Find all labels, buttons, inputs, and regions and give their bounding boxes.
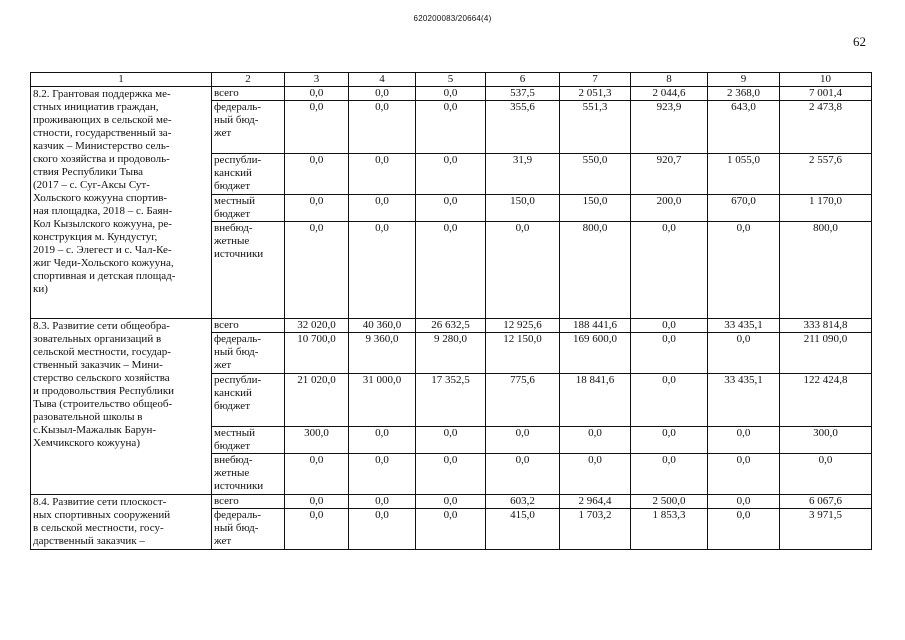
amount-cell: 2 051,3 [560,87,631,101]
amount-cell: 0,0 [780,454,872,495]
funding-source: внебюд- жетные источники [212,454,285,495]
page-number: 62 [853,34,866,49]
amount-cell: 40 360,0 [349,319,416,333]
amount-cell: 0,0 [416,454,486,495]
amount-cell: 0,0 [631,427,708,454]
amount-cell: 12 925,6 [486,319,560,333]
amount-cell: 800,0 [780,222,872,319]
amount-cell: 0,0 [285,495,349,509]
amount-cell: 0,0 [560,427,631,454]
column-header: 3 [285,73,349,87]
amount-cell: 200,0 [631,195,708,222]
funding-source: всего [212,319,285,333]
amount-cell: 31,9 [486,154,560,195]
column-header: 2 [212,73,285,87]
funding-source: всего [212,87,285,101]
amount-cell: 0,0 [560,454,631,495]
amount-cell: 21 020,0 [285,374,349,427]
column-header: 9 [708,73,780,87]
amount-cell: 537,5 [486,87,560,101]
amount-cell: 0,0 [416,195,486,222]
column-header: 1 [31,73,212,87]
amount-cell: 0,0 [349,454,416,495]
amount-cell: 0,0 [631,319,708,333]
amount-cell: 333 814,8 [780,319,872,333]
item-description: 8.4. Развитие сети плоскост- ных спортивных сооружений в сельской местности, госу- дарственный заказчик – [31,495,212,550]
table-row [31,319,872,333]
column-header: 7 [560,73,631,87]
amount-cell: 2 557,6 [780,154,872,195]
amount-cell: 920,7 [631,154,708,195]
amount-cell: 670,0 [708,195,780,222]
amount-cell: 0,0 [285,454,349,495]
amount-cell: 923,9 [631,101,708,154]
table-row [31,87,872,101]
amount-cell: 33 435,1 [708,319,780,333]
amount-cell: 551,3 [560,101,631,154]
amount-cell: 0,0 [285,195,349,222]
amount-cell: 6 067,6 [780,495,872,509]
amount-cell: 0,0 [708,509,780,550]
amount-cell: 0,0 [285,87,349,101]
amount-cell: 0,0 [416,87,486,101]
amount-cell: 0,0 [416,427,486,454]
amount-cell: 0,0 [349,87,416,101]
amount-cell: 415,0 [486,509,560,550]
amount-cell: 0,0 [631,333,708,374]
amount-cell: 0,0 [708,495,780,509]
amount-cell: 603,2 [486,495,560,509]
amount-cell: 32 020,0 [285,319,349,333]
amount-cell: 0,0 [708,222,780,319]
amount-cell: 10 700,0 [285,333,349,374]
amount-cell: 0,0 [631,222,708,319]
funding-source: местный бюджет [212,195,285,222]
amount-cell: 0,0 [631,454,708,495]
amount-cell: 7 001,4 [780,87,872,101]
amount-cell: 2 368,0 [708,87,780,101]
amount-cell: 300,0 [780,427,872,454]
amount-cell: 33 435,1 [708,374,780,427]
amount-cell: 0,0 [486,222,560,319]
amount-cell: 0,0 [416,222,486,319]
amount-cell: 211 090,0 [780,333,872,374]
funding-source: всего [212,495,285,509]
amount-cell: 0,0 [708,427,780,454]
amount-cell: 550,0 [560,154,631,195]
amount-cell: 188 441,6 [560,319,631,333]
amount-cell: 0,0 [416,495,486,509]
funding-source: федераль- ный бюд- жет [212,333,285,374]
amount-cell: 2 500,0 [631,495,708,509]
amount-cell: 0,0 [416,101,486,154]
column-header: 10 [780,73,872,87]
funding-source: местный бюджет [212,427,285,454]
amount-cell: 0,0 [285,222,349,319]
amount-cell: 12 150,0 [486,333,560,374]
amount-cell: 0,0 [285,101,349,154]
funding-source: федераль- ный бюд- жет [212,101,285,154]
amount-cell: 150,0 [486,195,560,222]
amount-cell: 800,0 [560,222,631,319]
amount-cell: 0,0 [349,154,416,195]
amount-cell: 17 352,5 [416,374,486,427]
funding-source: республи- канский бюджет [212,154,285,195]
amount-cell: 2 044,6 [631,87,708,101]
amount-cell: 122 424,8 [780,374,872,427]
amount-cell: 0,0 [349,495,416,509]
amount-cell: 355,6 [486,101,560,154]
amount-cell: 1 853,3 [631,509,708,550]
amount-cell: 0,0 [416,509,486,550]
document-id: 620200083/20664(4) [413,14,492,23]
amount-cell: 1 170,0 [780,195,872,222]
table-header-row [31,73,872,87]
budget-table [30,72,872,550]
amount-cell: 3 971,5 [780,509,872,550]
amount-cell: 2 473,8 [780,101,872,154]
amount-cell: 0,0 [349,195,416,222]
amount-cell: 2 964,4 [560,495,631,509]
item-description: 8.2. Грантовая поддержка ме- стных инициатив граждан, проживающих в сельской ме- стности, государственный за- казчик – Министерство сель- ского хозяйства и продоволь- ствия Республики Тыва (2017 – с. Суг-Аксы Сут- Хольского кожууна спортив- ная площадка, 2018 – с. Баян- Кол Кызылского кожууна, ре- конструкция м. Кундустуг, 2019 – с. Элегест и с. Чал-Ке- жиг Чеди-Хольского кожууна, спортивная и детская площад- ки) [31,87,212,319]
amount-cell: 643,0 [708,101,780,154]
amount-cell: 9 280,0 [416,333,486,374]
amount-cell: 0,0 [349,101,416,154]
amount-cell: 0,0 [349,509,416,550]
amount-cell: 0,0 [285,154,349,195]
amount-cell: 18 841,6 [560,374,631,427]
amount-cell: 0,0 [631,374,708,427]
amount-cell: 0,0 [486,427,560,454]
column-header: 4 [349,73,416,87]
amount-cell: 1 703,2 [560,509,631,550]
amount-cell: 0,0 [708,454,780,495]
funding-source: республи- канский бюджет [212,374,285,427]
table-row [31,495,872,509]
amount-cell: 0,0 [349,222,416,319]
amount-cell: 0,0 [349,427,416,454]
column-header: 5 [416,73,486,87]
column-header: 6 [486,73,560,87]
amount-cell: 169 600,0 [560,333,631,374]
amount-cell: 1 055,0 [708,154,780,195]
amount-cell: 300,0 [285,427,349,454]
amount-cell: 0,0 [708,333,780,374]
amount-cell: 31 000,0 [349,374,416,427]
amount-cell: 26 632,5 [416,319,486,333]
funding-source: внебюд- жетные источники [212,222,285,319]
item-description: 8.3. Развитие сети общеобра- зовательных организаций в сельской местности, государ- ственный заказчик – Мини- стерство сельского хозяйства и продовольствия Республики Тыва (строительство общеоб- разовательной школы в с.Кызыл-Мажалык Барун- Хемчикского кожууна) [31,319,212,495]
amount-cell: 775,6 [486,374,560,427]
amount-cell: 0,0 [285,509,349,550]
amount-cell: 0,0 [416,154,486,195]
amount-cell: 0,0 [486,454,560,495]
amount-cell: 9 360,0 [349,333,416,374]
amount-cell: 150,0 [560,195,631,222]
column-header: 8 [631,73,708,87]
funding-source: федераль- ный бюд- жет [212,509,285,550]
